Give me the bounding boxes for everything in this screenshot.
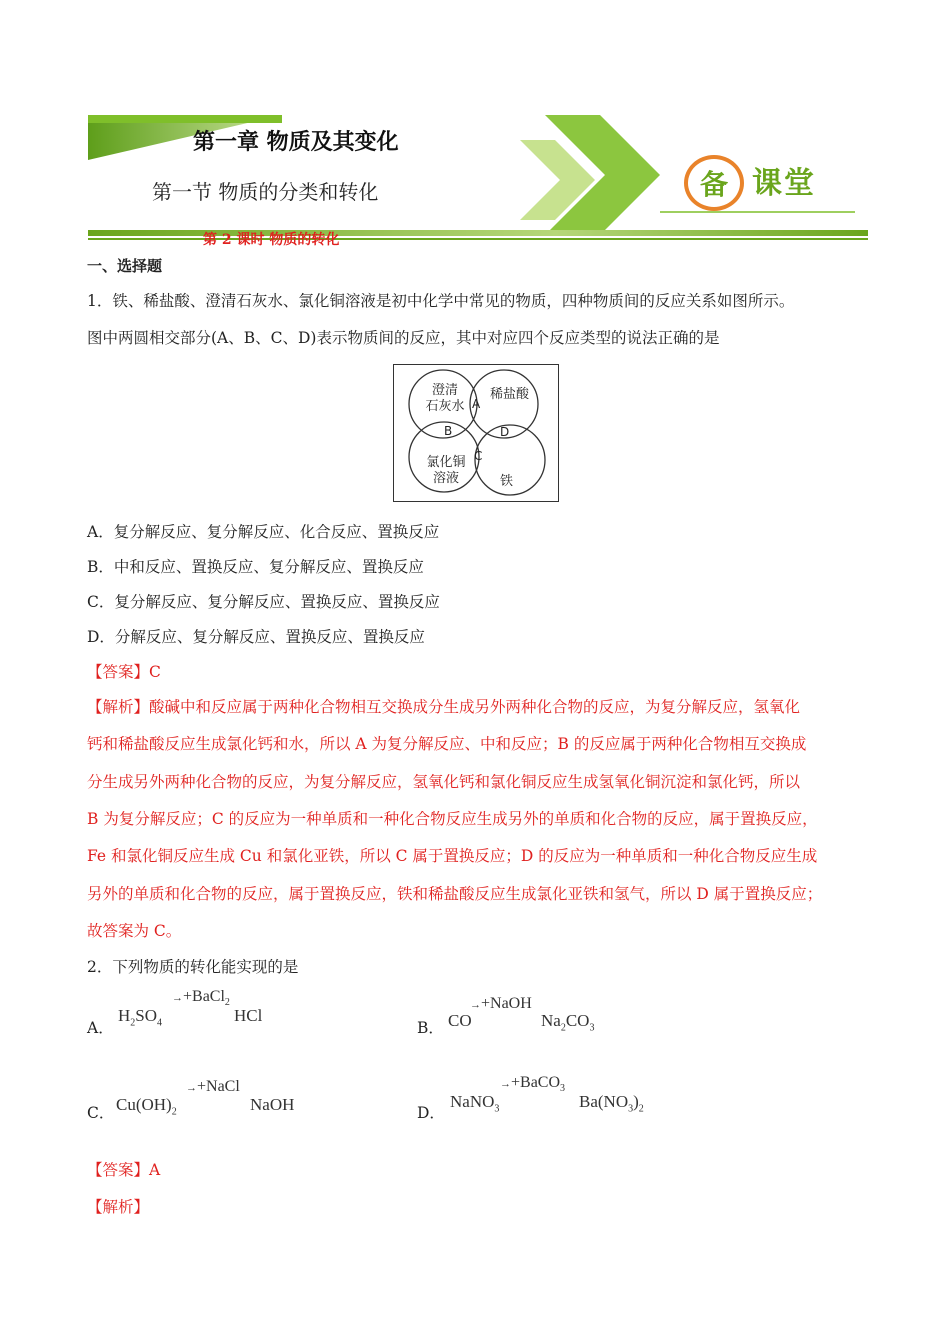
venn-label-limewater-2: 石灰水 <box>425 399 465 414</box>
q2-answer: 【答案】A <box>87 1161 161 1179</box>
venn-region-b: B <box>444 424 453 438</box>
venn-label-limewater-1: 澄清 <box>431 383 458 398</box>
q1-option-d[interactable]: D．分解反应、复分解反应、置换反应、置换反应 <box>87 628 425 646</box>
q1-analysis-line1: 【解析】酸碱中和反应属于两种化合物相互交换成分生成另外两种化合物的反应，为复分解反应，氢氧化 <box>87 698 801 716</box>
q1-stem-line1: 1．铁、稀盐酸、澄清石灰水、氯化铜溶液是初中化学中常见的物质，四种物质间的反应关系如图所示。 <box>87 292 795 310</box>
q2-option-b-reagent: →+NaOH <box>470 995 532 1012</box>
venn-region-a: A <box>472 397 481 411</box>
q1-option-c[interactable]: C．复分解反应、复分解反应、置换反应、置换反应 <box>87 593 440 611</box>
q2-option-a-label[interactable]: A． <box>87 1019 114 1037</box>
brand-text: 课堂 <box>752 166 816 201</box>
q2-option-c-reagent: →+NaCl <box>186 1078 240 1095</box>
q2-option-d-reagent: →+BaCO$_3$ <box>500 1074 566 1095</box>
q2-stem: 2．下列物质的转化能实现的是 <box>87 958 299 976</box>
q1-analysis-line4: B 为复分解反应；C 的反应为一种单质和一种化合物反应生成另外的单质和化合物的反应，属于置换反应， <box>87 810 818 828</box>
q1-option-a[interactable]: A．复分解反应、复分解反应、化合反应、置换反应 <box>87 523 440 541</box>
venn-label-cucl2-2: 溶液 <box>432 471 459 486</box>
header-banner <box>0 0 950 250</box>
q1-stem-line2: 图中两圆相交部分(A、B、C、D)表示物质间的反应，其中对应四个反应类型的说法正确的是 <box>87 329 720 347</box>
q2-option-a-reactant: $H_2SO_4$ <box>118 1006 163 1029</box>
q1-option-b[interactable]: B．中和反应、置换反应、复分解反应、置换反应 <box>87 558 424 576</box>
q2-option-c-product: NaOH <box>250 1095 295 1114</box>
q1-analysis-line6: 另外的单质和化合物的反应，属于置换反应，铁和稀盐酸反应生成氯化亚铁和氢气，所以 D 属于置换反应； <box>87 885 823 903</box>
q1-analysis-line2: 钙和稀盐酸反应生成氯化钙和水，所以 A 为复分解反应、中和反应；B 的反应属于两种化合物相互交换成 <box>87 735 807 753</box>
q2-option-c-label[interactable]: C． <box>87 1104 115 1122</box>
badge-char: 备 <box>699 168 728 201</box>
venn-region-c: C <box>474 449 483 463</box>
q2-option-d-reactant: NaNO$_3$ <box>450 1092 500 1115</box>
q2-analysis-label: 【解析】 <box>87 1198 150 1216</box>
q1-analysis-line5: Fe 和氯化铜反应生成 Cu 和氯化亚铁，所以 C 属于置换反应；D 的反应为一种单质和一种化合物反应生成 <box>87 847 818 865</box>
venn-diagram <box>393 364 559 502</box>
q1-analysis-line3: 分生成另外两种化合物的反应，为复分解反应，氢氧化钙和氯化铜反应生成氢氧化铜沉淀和氯化钙，所以 <box>87 773 801 791</box>
q2-option-d-label[interactable]: D． <box>417 1104 445 1122</box>
q2-option-d-product: $Ba(NO_3)_2$ <box>579 1092 644 1115</box>
q1-answer: 【答案】C <box>87 663 161 681</box>
section-title: 第一节 物质的分类和转化 <box>152 180 379 204</box>
part-title: 一、选择题 <box>87 257 163 275</box>
q2-option-a-reagent: →+BaCl$_2$ <box>172 988 230 1009</box>
q2-option-b-label[interactable]: B． <box>417 1019 444 1037</box>
q1-analysis-line7: 故答案为 C。 <box>87 922 182 940</box>
venn-label-cucl2-1: 氯化铜 <box>426 455 466 470</box>
q2-option-c-reactant: $Cu(OH)_2$ <box>116 1095 177 1118</box>
venn-label-iron: 铁 <box>500 474 514 489</box>
chapter-title: 第一章 物质及其变化 <box>193 130 399 155</box>
q2-option-a-product: HCl <box>234 1006 263 1025</box>
lesson-title: 第 2 课时 物质的转化 <box>203 232 340 248</box>
venn-region-d: D <box>500 425 510 439</box>
q2-option-b-product: $Na_2CO_3$ <box>541 1011 595 1034</box>
venn-label-hcl: 稀盐酸 <box>490 387 530 402</box>
q2-option-b-reactant: CO <box>448 1011 472 1030</box>
bei-badge-icon <box>684 155 744 211</box>
